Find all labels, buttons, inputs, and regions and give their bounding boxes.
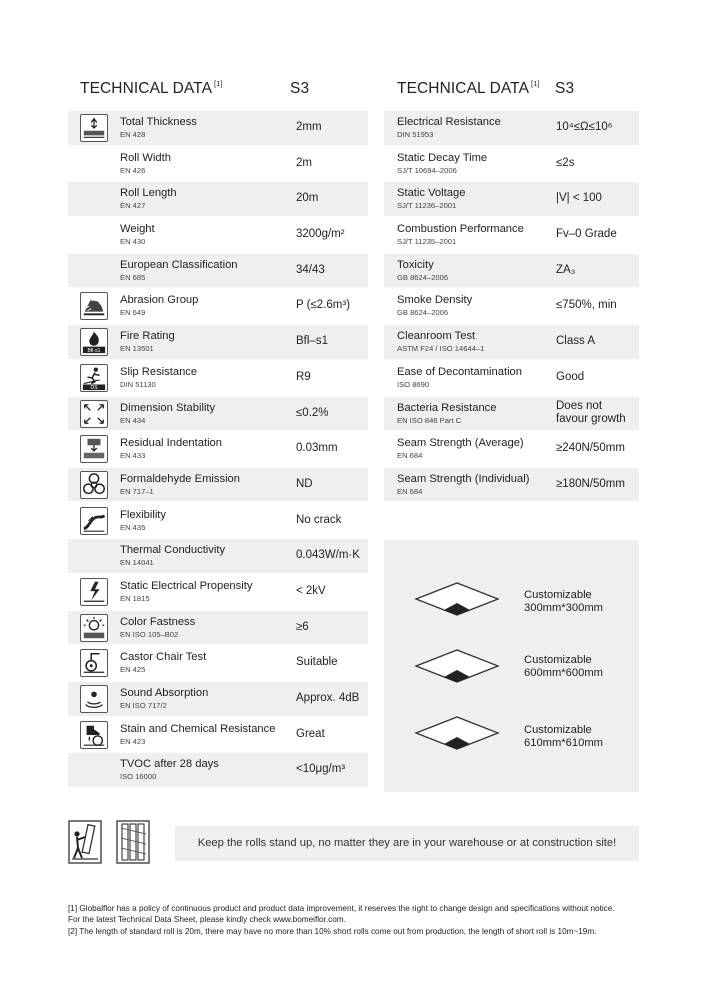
property-value: 34/43: [296, 263, 325, 276]
property-standard: EN 649: [120, 308, 146, 318]
fire-rating-icon: [80, 328, 108, 356]
left-row: [68, 539, 368, 573]
header-title: TECHNICAL DATA: [80, 80, 213, 97]
tile-label-line2: 600mm*600mm: [524, 666, 603, 679]
chemical-resistance-icon: [80, 721, 108, 749]
property-name: Castor Chair Test: [120, 651, 207, 664]
property-standard: EN 427: [120, 201, 146, 211]
header-grade: S3: [555, 80, 575, 97]
property-standard: EN 717–1: [120, 486, 154, 496]
property-standard: EN 434: [120, 415, 146, 425]
property-value: 2m: [296, 156, 312, 169]
property-name: Total Thickness: [120, 116, 197, 128]
property-standard: ISO 16000: [120, 772, 157, 782]
left-row: [68, 682, 368, 716]
indentation-icon: [80, 435, 108, 463]
property-value: 0.043W/m·K: [296, 549, 360, 562]
property-value: ≥6: [296, 620, 309, 633]
property-standard: EN 426: [120, 165, 146, 175]
left-row: [68, 575, 368, 609]
tile-600-label: [524, 654, 603, 679]
property-standard: EN 13501: [120, 344, 154, 354]
left-row: [68, 611, 368, 645]
static-electric-icon: [80, 578, 108, 606]
property-value: ≥240N/50mm: [556, 442, 625, 455]
property-name: Smoke Density: [397, 294, 473, 307]
property-value: 20m: [296, 192, 319, 205]
property-standard: GB 8624–2006: [397, 308, 449, 318]
property-value: |V| < 100: [556, 192, 602, 205]
property-name: Dimension Stability: [120, 401, 216, 414]
property-name: Formaldehyde Emission: [120, 472, 241, 485]
property-standard: EN 428: [120, 130, 146, 139]
property-name: Toxicity: [397, 258, 434, 271]
notice-text: Keep the rolls stand up, no matter they are in your warehouse or at construction site!: [197, 837, 617, 849]
property-name: Roll Length: [120, 187, 177, 200]
left-row: [68, 646, 368, 680]
property-name: Residual Indentation: [120, 437, 223, 450]
left-header: [80, 80, 370, 102]
property-name: Seam Strength (Average): [397, 437, 524, 450]
property-value: Approx. 4dB: [296, 692, 360, 704]
property-value: R9: [296, 370, 311, 383]
castor-chair-icon: [80, 649, 108, 677]
property-standard: EN 684: [397, 451, 423, 461]
property-name: Thermal Conductivity: [120, 544, 226, 557]
property-value: < 2kV: [296, 584, 326, 597]
property-value: ≤0.2%: [296, 406, 329, 419]
header-title: TECHNICAL DATA: [397, 80, 530, 97]
left-row: [68, 182, 368, 216]
property-name: Electrical Resistance: [397, 116, 501, 128]
property-value: No crack: [296, 513, 342, 526]
property-value: 2mm: [296, 121, 322, 133]
property-standard: DIN 51953: [397, 130, 434, 139]
tile-label-line2: 610mm*610mm: [524, 736, 603, 749]
property-standard: DIN 51130: [120, 379, 156, 389]
property-name: Static Decay Time: [397, 151, 488, 164]
left-row: [68, 397, 368, 431]
left-row: [68, 147, 368, 181]
property-name: Combustion Performance: [397, 223, 524, 236]
left-row: [68, 718, 368, 752]
dimension-stability-icon: [80, 400, 108, 428]
property-standard: EN 684: [397, 486, 423, 496]
property-value: ≤2s: [556, 156, 575, 169]
property-name: Color Fastness: [120, 615, 196, 628]
left-row: [68, 218, 368, 252]
left-row: [68, 361, 368, 395]
property-standard: ISO 8690: [397, 379, 430, 389]
sound-absorption-icon: [80, 685, 108, 713]
property-value: Great: [296, 727, 325, 740]
tile-610-icon: [414, 716, 500, 750]
left-row: [68, 504, 368, 538]
tile-label-line2: 300mm*300mm: [524, 601, 603, 614]
property-value: ≥180N/50mm: [556, 477, 625, 490]
property-standard: EN 685: [120, 272, 146, 282]
property-name: TVOC after 28 days: [120, 758, 219, 771]
tile-610-label: [524, 724, 603, 749]
property-standard: EN 425: [120, 665, 146, 675]
left-row: [68, 111, 368, 145]
header-ref: [1]: [214, 79, 223, 88]
property-name: Static Electrical Propensity: [120, 579, 253, 592]
property-name: Sound Absorption: [120, 687, 209, 699]
property-name: Cleanroom Test: [397, 330, 476, 343]
tile-300-icon: [414, 582, 500, 616]
biohazard-icon: [80, 471, 108, 499]
right-row: [384, 111, 639, 145]
right-row: [384, 182, 639, 216]
property-value: ND: [296, 477, 313, 490]
tile-600-icon: [414, 649, 500, 683]
flexibility-icon: [80, 507, 108, 535]
tile-300-label: [524, 589, 603, 614]
property-standard: EN 1815: [120, 593, 150, 603]
right-row: [384, 147, 639, 181]
property-value: 10⁴≤Ω≤10⁶: [556, 121, 613, 133]
right-header: [397, 80, 637, 102]
property-value: <10μg/m³: [296, 763, 346, 776]
property-value: Good: [556, 370, 585, 383]
right-row: [384, 361, 639, 395]
property-name: Ease of Decontamination: [397, 365, 523, 378]
property-name: European Classification: [120, 258, 238, 271]
roll-upright-icon: [68, 820, 102, 864]
right-row: [384, 254, 639, 288]
left-row: [68, 432, 368, 466]
property-standard: EN 430: [120, 237, 146, 247]
value-line1: Does not: [556, 399, 603, 412]
property-standard: SJ/T 10694–2006: [397, 165, 457, 175]
right-row: [384, 397, 639, 431]
property-value: P (≤2.6m³): [296, 299, 351, 312]
left-row: [68, 289, 368, 323]
left-rows: [68, 111, 368, 789]
property-standard: GB 8624–2006: [397, 272, 449, 282]
footnote-1-cont: For the latest Technical Data Sheet, please kindly check www.bomeiflor.com.: [68, 915, 346, 925]
value-line2: favour growth: [556, 412, 626, 425]
property-name: Flexibility: [120, 508, 167, 521]
property-standard: ASTM F24 / ISO 14644–1: [397, 344, 485, 354]
property-standard: EN 423: [120, 736, 146, 746]
property-value: ZA₃: [556, 263, 576, 276]
footnotes: [68, 903, 648, 937]
roll-stacked-icon: [116, 820, 150, 864]
tile-label-line1: Customizable: [524, 589, 592, 601]
property-value: ≤750%, min: [556, 299, 617, 312]
property-name: Stain and Chemical Resistance: [120, 722, 276, 735]
header-grade: S3: [290, 80, 310, 97]
property-standard: EN 435: [120, 522, 146, 532]
property-name: Roll Width: [120, 151, 171, 164]
property-standard: EN ISO 846 Part C: [397, 415, 462, 425]
property-name: Abrasion Group: [120, 294, 199, 307]
property-name: Bacteria Resistance: [397, 401, 497, 414]
property-value: [556, 400, 626, 426]
property-standard: EN ISO 717/2: [120, 701, 167, 710]
footnote-2: [2] The length of standard roll is 20m, there may have no more than 10% short rolls come out from production, the length of short roll is 10m~19m.: [68, 926, 597, 936]
left-row: [68, 254, 368, 288]
right-row: [384, 218, 639, 252]
abrasion-icon: [80, 292, 108, 320]
property-standard: SJ/T 11236–2001: [397, 201, 457, 211]
right-rows: [384, 111, 639, 504]
property-value: 3200g/m²: [296, 228, 345, 241]
tile-label-line1: Customizable: [524, 724, 592, 736]
property-value: 0.03mm: [296, 442, 338, 455]
property-standard: EN 14041: [120, 558, 154, 568]
svg-text:Bfl-s1: Bfl-s1: [87, 348, 101, 355]
right-row: [384, 432, 639, 466]
right-row: [384, 468, 639, 502]
property-value: Fv–0 Grade: [556, 228, 617, 241]
property-standard: EN ISO 105–B02: [120, 629, 179, 639]
property-value: Suitable: [296, 656, 338, 669]
property-name: Static Voltage: [397, 187, 466, 200]
slip-resistance-icon: [80, 364, 108, 392]
header-ref: [1]: [531, 79, 540, 88]
property-name: Seam Strength (Individual): [397, 472, 530, 485]
left-row: [68, 468, 368, 502]
property-value: Bfl–s1: [296, 335, 328, 348]
tile-size-panel: [384, 540, 639, 792]
footnote-1: [1] Globalflor has a policy of continuous product and product data improvement, it reserves the right to change design and specifications without notice.: [68, 904, 615, 913]
property-standard: SJ/T 11235–2001: [397, 237, 457, 247]
property-name: Slip Resistance: [120, 365, 198, 378]
property-name: Weight: [120, 223, 155, 236]
storage-notice: [175, 826, 639, 861]
thickness-icon: [80, 114, 108, 142]
left-row: [68, 325, 368, 359]
left-row: [68, 753, 368, 787]
property-standard: EN 433: [120, 451, 146, 461]
right-row: [384, 325, 639, 359]
property-value: Class A: [556, 335, 595, 348]
right-row: [384, 289, 639, 323]
tile-label-line1: Customizable: [524, 654, 592, 666]
property-name: Fire Rating: [120, 330, 175, 343]
color-fastness-icon: [80, 614, 108, 642]
svg-text:DS: DS: [90, 384, 98, 391]
